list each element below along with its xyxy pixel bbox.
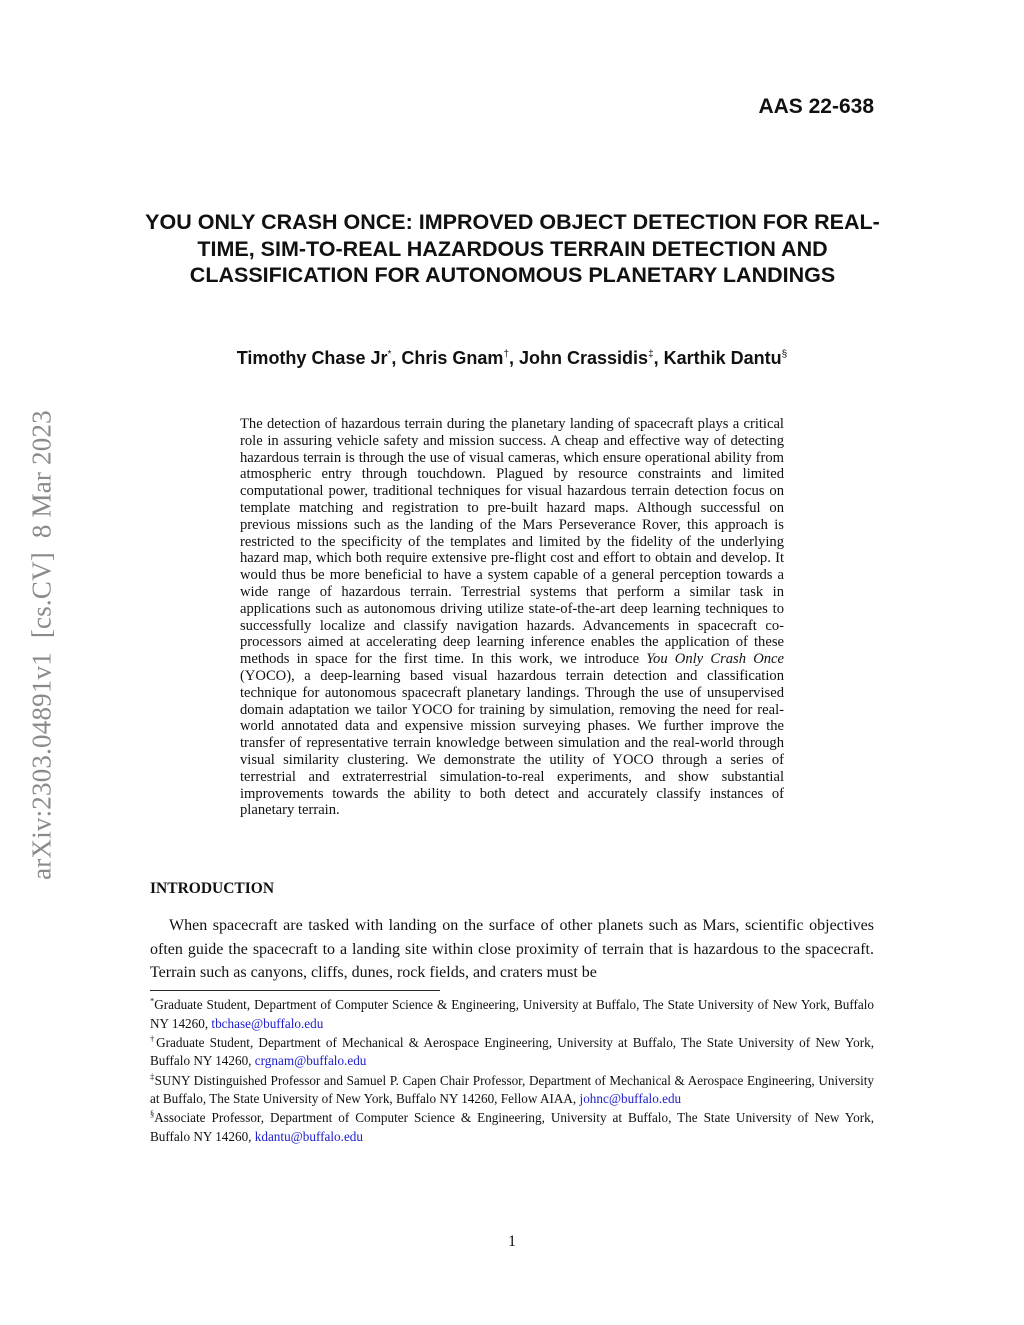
abstract-text: The detection of hazardous terrain during the planetary landing of spacecraft plays a critical role in assuring vehicle safety and mission success. A cheap and effective way of detecting hazardous terrain is through the use of visual cameras, which ensure operational ability from atmospheric entry through touchdown. Plagued by resource constraints and limited computational power, traditional techniques for visual hazardous terrain detection focus on template matching and registration to pre-built hazard maps. Although successful on previous missions such as the landing of the Mars Perseverance Rover, this approach is restricted to the specificity of the templates and limited by the fidelity of the underlying hazard map, which both require extensive pre-flight cost and effort to obtain and develop. It would thus be more beneficial to have a system capable of a general perception towards a wide range of hazardous terrain. Terrestrial systems that perform a similar task in applications such as autonomous driving utilize state-of-the-art deep learning techniques to successfully localize and classify navigation hazards. Advancements in spacecraft co-processors aimed at accelerating deep learning inference enables the application of these methods in space for the first time. In this work, we introduce: [240, 416, 784, 668]
footnote-mark: *: [150, 995, 155, 1006]
footnote-text: Graduate Student, Department of Computer Science & Engineering, University at Buffalo, The State University of New York, Buffalo NY 14260,: [150, 997, 874, 1031]
section-heading-introduction: INTRODUCTION: [150, 880, 275, 897]
footnote-text: SUNY Distinguished Professor and Samuel P. Capen Chair Professor, Department of Mechanical & Aerospace Engineering, University at Buffalo, The State University of New York, Buffalo NY 14260, Fellow AIAA,: [150, 1072, 875, 1107]
author-mark: *: [387, 349, 392, 360]
author-mark: ‡: [648, 349, 654, 360]
author-name: Karthik Dantu: [663, 348, 782, 368]
author-mark: †: [503, 349, 509, 360]
author-name: Chris Gnam: [401, 348, 504, 368]
footnote-mark: †: [150, 1033, 157, 1044]
email-link[interactable]: kdantu@buffalo.edu: [254, 1128, 363, 1144]
footnote: [150, 996, 874, 1033]
author-separator: ,: [391, 348, 402, 368]
author-list: [150, 348, 874, 369]
footnotes: [150, 996, 874, 1147]
author-separator: ,: [509, 348, 520, 368]
footnote-text: Graduate Student, Department of Mechanical & Aerospace Engineering, University at Buffalo, The State University of New York, Buffalo NY 14260,: [150, 1034, 874, 1069]
author-mark: §: [781, 349, 788, 360]
footnote: [150, 1034, 874, 1071]
abstract: [240, 416, 784, 819]
author-name: Timothy Chase Jr: [236, 348, 388, 368]
footnote: [150, 1072, 874, 1109]
page-number: 1: [508, 1233, 516, 1250]
footnote-divider: [150, 990, 440, 991]
email-link[interactable]: johnc@buffalo.edu: [579, 1091, 682, 1107]
introduction-paragraph: When spacecraft are tasked with landing on the surface of other planets such as Mars, scientific objectives often guide the spacecraft to a landing site within close proximity of terrain that is hazardous to the spacecraft. Terrain such as canyons, cliffs, dunes, rock fields, and craters must be: [150, 917, 874, 981]
author-separator: ,: [653, 348, 664, 368]
footnote-mark: §: [150, 1108, 155, 1119]
footnote: [150, 1109, 874, 1146]
abstract-text-continued: (YOCO), a deep-learning based visual hazardous terrain detection and classification technique for autonomous spacecraft planetary landings. Through the use of unsupervised domain adaptation we tailor YOCO for training by simulation, removing the need for real-world annotated data and expensive mission surveying phases. We further improve the transfer of representative terrain knowledge between simulation and the real-world through visual similarity clustering. We demonstrate the utility of YOCO through a series of terrestrial and extraterrestrial simulation-to-real experiments, and show substantial improvements towards the ability to both detect and accurately classify instances of planetary terrain.: [240, 667, 784, 819]
arxiv-stamp-text: arXiv:2303.04891v1 [cs.CV] 8 Mar 2023: [26, 410, 57, 880]
paper-title: YOU ONLY CRASH ONCE: IMPROVED OBJECT DETECTION FOR REAL-TIME, SIM-TO-REAL HAZARDOUS TERRAIN DETECTION AND CLASSIFICATION FOR AUTONOMOUS PLANETARY LANDINGS: [145, 210, 880, 287]
report-number: AAS 22-638: [758, 95, 874, 118]
footnote-mark: ‡: [150, 1071, 155, 1082]
footnote-text: Associate Professor, Department of Computer Science & Engineering, University at Buffalo, The State University of New York, Buffalo NY 14260,: [150, 1110, 874, 1144]
email-link[interactable]: tbchase@buffalo.edu: [211, 1015, 324, 1031]
method-name: You Only Crash Once: [646, 651, 784, 668]
email-link[interactable]: crgnam@buffalo.edu: [254, 1053, 367, 1069]
author-name: John Crassidis: [519, 348, 649, 368]
